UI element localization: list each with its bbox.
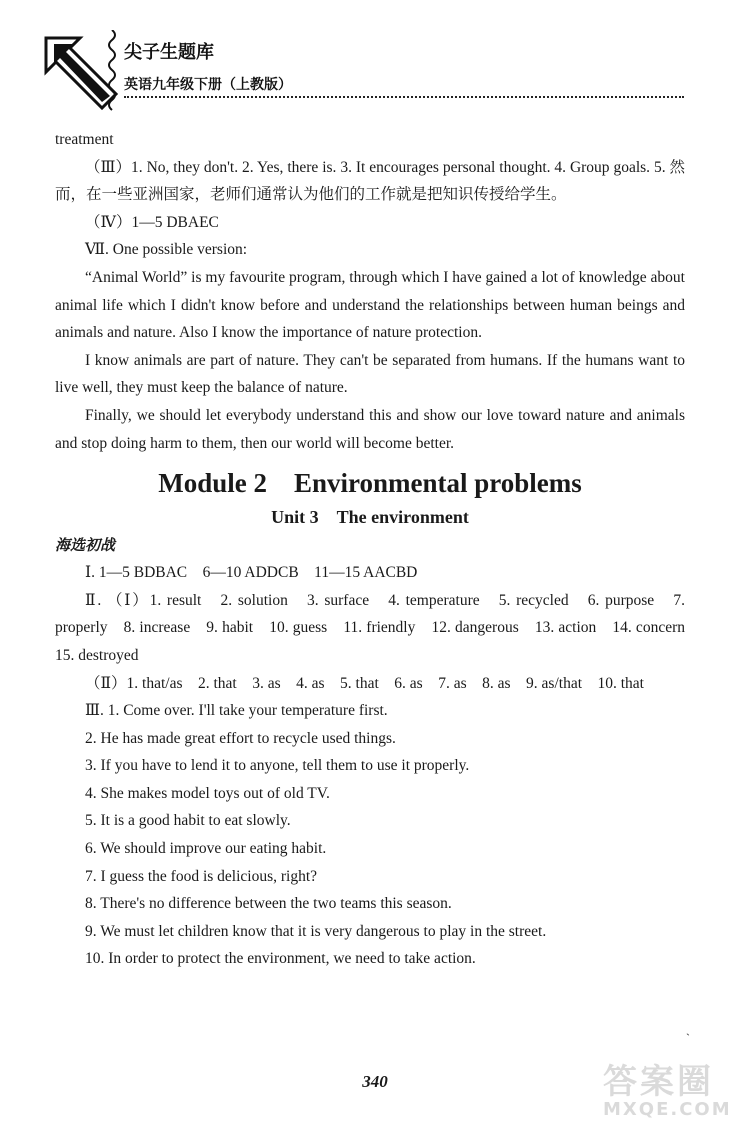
watermark-url: MXQE.COM — [603, 1099, 732, 1120]
stray-mark: ˏ — [686, 1022, 690, 1036]
book-brand-title: 尖子生题库 — [124, 42, 214, 63]
essay-paragraph: Finally, we should let everybody understand this and show our love toward nature and animals and stop doing harm to them, then our world will become better. — [55, 406, 685, 452]
header-divider — [124, 96, 684, 98]
answers-part-ii-1: Ⅱ. （Ⅰ）1. result 2. solution 3. surface 4. temperature 5. recycled 6. purpose 7. properly 8. increase 9. habit 10. guess 11. friendly 12. dangerous 13. action 14. concern 15. destroyed — [55, 591, 701, 664]
sentence-item: 4. She makes model toys out of old TV. — [85, 784, 330, 802]
sentence-item: 3. If you have to lend it to anyone, tell them to use it properly. — [85, 757, 470, 775]
module-title: Module 2 Environmental problems — [158, 468, 582, 499]
sentence-item: 10. In order to protect the environment, we need to take action. — [85, 950, 476, 968]
page-header — [40, 30, 690, 110]
sentence-item: 9. We must let children know that it is very dangerous to play in the street. — [85, 922, 547, 940]
page-number: 340 — [362, 1072, 388, 1091]
arrow-logo-icon — [40, 30, 122, 112]
sentence-item: Ⅲ. 1. Come over. I'll take your temperature first. — [85, 702, 388, 720]
section-label: 海选初战 — [55, 536, 116, 555]
sentence-item: 5. It is a good habit to eat slowly. — [85, 812, 291, 830]
answers-part-i: Ⅰ. 1—5 BDBAC 6—10 ADDCB 11—15 AACBD — [85, 564, 418, 582]
watermark-logo-text: 答案圈 — [603, 1062, 714, 1102]
sentence-item: 8. There's no difference between the two teams this season. — [85, 895, 452, 913]
part4-answers: （Ⅳ）1—5 DBAEC — [85, 213, 219, 231]
unit-title: Unit 3 The environment — [271, 507, 469, 528]
sentence-item: 6. We should improve our eating habit. — [85, 840, 327, 858]
answers-part-ii-2: （Ⅱ）1. that/as 2. that 3. as 4. as 5. that 6. as 7. as 8. as 9. as/that 10. that — [85, 674, 644, 692]
continued-text: treatment — [55, 131, 114, 148]
page-body — [55, 126, 701, 973]
book-subtitle: 英语九年级下册（上教版） — [124, 77, 292, 93]
part7-label: Ⅶ. One possible version: — [85, 241, 248, 259]
essay-paragraph: “Animal World” is my favourite program, through which I have gained a lot of knowledge about animal life which I didn't know before and understand the relationships between human beings and animals and nature. Also I know the importance of nature protection. — [55, 268, 685, 342]
essay-paragraph: I know animals are part of nature. They can't be separated from humans. If the humans want to live well, they must keep the balance of nature. — [55, 351, 685, 397]
sentence-item: 2. He has made great effort to recycle used things. — [85, 729, 396, 747]
watermark — [603, 1064, 738, 1122]
part3-answers: （Ⅲ）1. No, they don't. 2. Yes, there is. 3. It encourages personal thought. 4. Group goals. 5. 然而，在一些亚洲国家，老师们通常认为他们的工作就是把知识传授给学生。 — [55, 158, 685, 204]
sentence-item: 7. I guess the food is delicious, right? — [85, 867, 318, 885]
